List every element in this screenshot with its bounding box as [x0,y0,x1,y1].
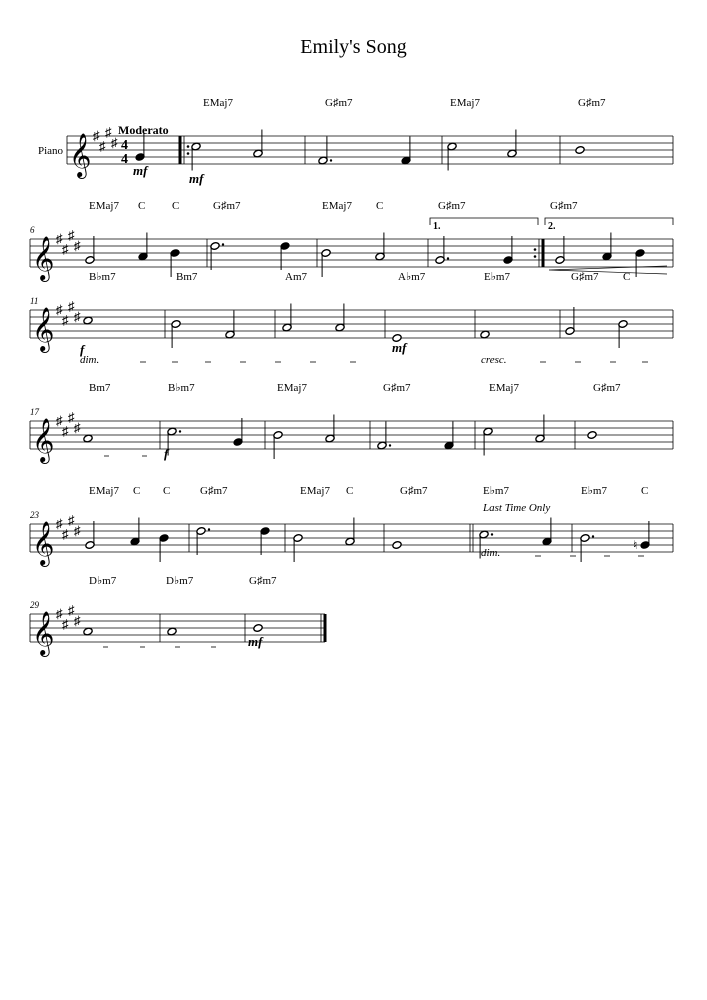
note [377,422,391,450]
sharp-icon: ♯ [62,312,69,328]
treble-clef-icon: 𝄞 [69,135,92,177]
chord-symbol: C [623,271,631,283]
notehead [83,627,93,636]
sharp-icon: ♯ [68,409,75,425]
note [282,304,292,332]
sharp-icon: ♯ [56,231,63,246]
tempo-marking: Moderato [118,123,169,137]
score-title: Emily's Song [300,36,407,58]
dynamic-mark: mf [392,340,407,355]
measure-number: 6 [30,225,35,235]
note [565,307,575,335]
note [260,527,270,555]
note [618,320,628,348]
note [293,534,303,562]
natural-icon: ♮ [633,538,638,552]
sharp-icon: ♯ [99,138,106,154]
staff [30,310,673,338]
sharp-icon: ♯ [93,128,100,143]
note [191,142,201,170]
dynamic-mark: mf [133,163,148,178]
sharp-icon: ♯ [105,124,112,140]
chord-symbol: E♭m7 [581,485,607,497]
note [375,233,385,261]
time-signature-numerator: 4 [121,138,128,153]
note [135,133,145,161]
note [138,233,148,261]
staff [30,421,673,449]
note [318,137,332,165]
chord-symbol: C [376,200,384,212]
note [507,130,517,158]
chord-symbol: E♭m7 [483,485,509,497]
sharp-icon: ♯ [74,613,81,628]
note [83,627,93,636]
repeat-dot [534,255,537,258]
instrument-name: Piano [38,145,64,157]
notehead [83,434,93,443]
note [253,624,263,633]
dynamic-mark: f [164,446,169,461]
expression-text: Last Time Only [483,502,551,514]
sharp-icon: ♯ [68,512,75,528]
treble-clef-icon: 𝄞 [32,613,55,655]
note [171,320,181,348]
chord-symbol: D♭m7 [166,575,194,587]
dot [592,535,594,537]
expression-text: dim. [481,547,501,559]
note [83,434,93,443]
chord-symbol: Am7 [285,271,307,283]
sharp-icon: ♯ [56,413,63,428]
note [167,427,181,455]
sharp-icon: ♯ [74,420,81,435]
measure-number: 23 [30,510,39,520]
sharp-icon: ♯ [68,227,75,243]
chord-symbol: C [172,200,180,212]
chord-symbol: C [163,485,171,497]
chord-symbol: A♭m7 [398,271,426,283]
notehead [575,146,585,155]
sharp-icon: ♯ [62,616,69,632]
note [640,521,650,549]
measure-number: 17 [30,407,39,417]
measure-number: 11 [30,296,39,306]
note [401,137,411,165]
sharp-icon: ♯ [56,606,63,621]
chord-symbol: G♯m7 [383,382,411,394]
chord-symbol: G♯m7 [213,200,241,212]
notehead [253,624,263,633]
notehead [167,627,177,636]
repeat-dot [534,248,537,251]
note [233,418,243,446]
chord-symbol: B♭m7 [168,382,195,394]
sharp-icon: ♯ [74,523,81,538]
note [447,142,457,170]
note [159,534,169,562]
note [483,427,493,455]
note [503,236,513,264]
chord-symbol: EMaj7 [450,97,480,109]
sharp-icon: ♯ [111,135,118,150]
note [253,130,263,158]
repeat-dot [187,152,190,155]
sharp-icon: ♯ [74,238,81,253]
chord-symbol: EMaj7 [322,200,352,212]
notehead [587,431,597,440]
note [542,518,552,546]
chord-symbol: G♯m7 [550,200,578,212]
sharp-icon: ♯ [74,309,81,324]
chord-symbol: G♯m7 [438,200,466,212]
expression-text: cresc. [481,354,507,366]
note [167,627,177,636]
sharp-icon: ♯ [68,298,75,314]
chord-symbol: G♯m7 [200,485,228,497]
sharp-icon: ♯ [62,423,69,439]
volta-label: 2. [548,221,556,232]
notehead [480,330,490,339]
dot [330,159,332,161]
note [335,304,345,332]
chord-symbol: B♭m7 [89,271,116,283]
note [321,249,331,277]
chord-symbol: EMaj7 [489,382,519,394]
dynamic-mark: mf [248,634,263,649]
note [535,415,545,443]
sharp-icon: ♯ [62,241,69,257]
note [555,236,565,264]
notehead [83,316,93,325]
sharp-icon: ♯ [56,302,63,317]
chord-symbol: C [133,485,141,497]
repeat-dot [187,145,190,148]
chord-symbol: G♯m7 [325,97,353,109]
dynamic-mark: f [80,342,85,357]
volta-bracket [430,218,538,225]
note [130,518,140,546]
staff [30,239,673,267]
note [273,431,283,459]
note [280,242,290,270]
sharp-icon: ♯ [68,602,75,618]
note [444,422,454,450]
chord-symbol: G♯m7 [571,271,599,283]
sharp-icon: ♯ [62,526,69,542]
chord-symbol: Bm7 [89,382,111,394]
note [587,431,597,440]
note [602,233,612,261]
sharp-icon: ♯ [56,516,63,531]
chord-symbol: C [641,485,649,497]
note [575,146,585,155]
measure-number: 29 [30,600,39,610]
volta-bracket [545,218,673,225]
treble-clef-icon: 𝄞 [32,309,55,351]
chord-symbol: G♯m7 [578,97,606,109]
chord-symbol: E♭m7 [484,271,510,283]
note [225,311,235,339]
chord-symbol: EMaj7 [89,485,119,497]
dot [222,243,224,245]
chord-symbol: G♯m7 [400,485,428,497]
treble-clef-icon: 𝄞 [32,238,55,280]
chord-symbol: Bm7 [176,271,198,283]
treble-clef-icon: 𝄞 [32,420,55,462]
dot [389,444,391,446]
notehead [392,541,402,550]
dot [179,430,181,432]
note [325,415,335,443]
chord-symbol: EMaj7 [300,485,330,497]
dynamic-mark: mf [189,171,204,186]
treble-clef-icon: 𝄞 [32,523,55,565]
volta-label: 1. [433,221,441,232]
time-signature-denominator: 4 [121,152,128,167]
chord-symbol: EMaj7 [89,200,119,212]
note [392,541,402,550]
dot [491,533,493,535]
chord-symbol: D♭m7 [89,575,117,587]
chord-symbol: C [138,200,146,212]
chord-symbol: EMaj7 [277,382,307,394]
chord-symbol: G♯m7 [593,382,621,394]
note [85,521,95,549]
chord-symbol: C [346,485,354,497]
note [83,316,93,325]
chord-symbol: G♯m7 [249,575,277,587]
note [85,236,95,264]
dot [208,528,210,530]
expression-text: dim. [80,354,100,366]
note [480,330,490,339]
chord-symbol: EMaj7 [203,97,233,109]
dot [447,257,449,259]
note [345,518,355,546]
